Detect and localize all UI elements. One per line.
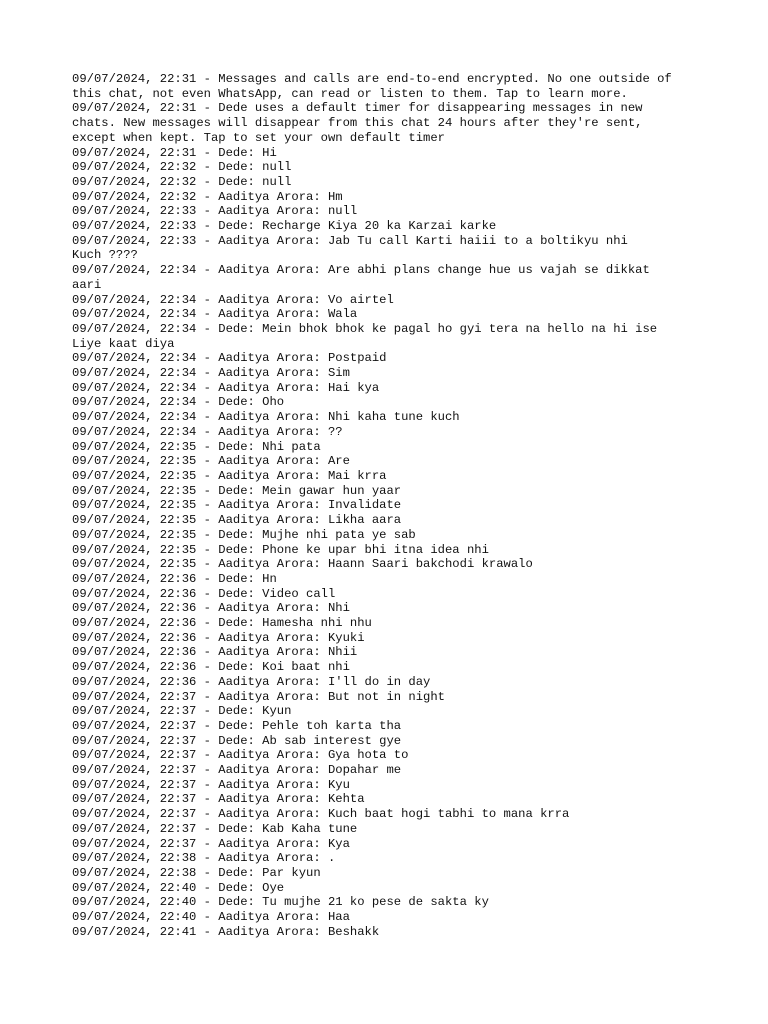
chat-line: 09/07/2024, 22:31 - Dede: Hi bbox=[72, 145, 277, 160]
chat-line: 09/07/2024, 22:40 - Dede: Oye bbox=[72, 880, 285, 895]
chat-line: 09/07/2024, 22:36 - Dede: Hn bbox=[72, 571, 277, 586]
chat-line: 09/07/2024, 22:36 - Dede: Hamesha nhi nhu bbox=[72, 616, 372, 631]
chat-line: 09/07/2024, 22:36 - Dede: Video call bbox=[72, 586, 336, 601]
chat-line: 09/07/2024, 22:37 - Aaditya Arora: Kyu bbox=[72, 777, 350, 792]
chat-line: 09/07/2024, 22:34 - Aaditya Arora: Nhi kaha tune kuch bbox=[72, 410, 460, 425]
chat-line: 09/07/2024, 22:37 - Aaditya Arora: Gya hota to bbox=[72, 748, 409, 763]
chat-line: 09/07/2024, 22:34 - Aaditya Arora: Are abhi plans change hue us vajah se dikkat aari bbox=[72, 263, 650, 292]
chat-line: 09/07/2024, 22:33 - Aaditya Arora: Jab Tu call Karti haiii to a boltikyu nhi Kuch ???? bbox=[72, 233, 628, 263]
chat-line: 09/07/2024, 22:38 - Dede: Par kyun bbox=[72, 865, 321, 880]
chat-line: 09/07/2024, 22:38 - Aaditya Arora: . bbox=[72, 851, 336, 866]
chat-line: 09/07/2024, 22:37 - Dede: Pehle toh karta tha bbox=[72, 718, 402, 733]
chat-line: 09/07/2024, 22:35 - Aaditya Arora: Are bbox=[72, 454, 350, 469]
chat-line: 09/07/2024, 22:32 - Dede: null bbox=[72, 174, 292, 189]
chat-line: 09/07/2024, 22:36 - Aaditya Arora: Nhii bbox=[72, 645, 358, 660]
chat-line: 09/07/2024, 22:32 - Aaditya Arora: Hm bbox=[72, 189, 343, 204]
chat-line: 09/07/2024, 22:31 - Messages and calls are end-to-end encrypted. No one outside of this chat, not even WhatsApp, can read or listen to them. Tap to learn more. bbox=[72, 72, 672, 101]
chat-line: 09/07/2024, 22:37 - Aaditya Arora: Kuch baat hogi tabhi to mana krra bbox=[72, 807, 570, 822]
chat-line: 09/07/2024, 22:34 - Aaditya Arora: ?? bbox=[72, 424, 343, 439]
chat-line: 09/07/2024, 22:33 - Aaditya Arora: null bbox=[72, 204, 358, 219]
chat-line: 09/07/2024, 22:37 - Dede: Ab sab interest gye bbox=[72, 733, 402, 748]
chat-line: 09/07/2024, 22:35 - Aaditya Arora: Likha aara bbox=[72, 513, 402, 528]
chat-line: 09/07/2024, 22:33 - Dede: Recharge Kiya 20 ka Karzai karke bbox=[72, 219, 497, 234]
chat-line: 09/07/2024, 22:34 - Dede: Oho bbox=[72, 395, 285, 410]
chat-line: 09/07/2024, 22:32 - Dede: null bbox=[72, 160, 292, 175]
chat-line: 09/07/2024, 22:34 - Dede: Mein bhok bhok ke pagal ho gyi tera na hello na hi ise Liye kaat diya bbox=[72, 321, 658, 351]
chat-line: 09/07/2024, 22:35 - Dede: Mujhe nhi pata ye sab bbox=[72, 527, 416, 542]
chat-line: 09/07/2024, 22:36 - Aaditya Arora: Kyuki bbox=[72, 630, 365, 645]
chat-line: 09/07/2024, 22:37 - Aaditya Arora: Kehta bbox=[72, 792, 365, 807]
chat-line: 09/07/2024, 22:34 - Aaditya Arora: Hai kya bbox=[72, 380, 380, 395]
chat-line: 09/07/2024, 22:34 - Aaditya Arora: Wala bbox=[72, 307, 358, 322]
chat-line: 09/07/2024, 22:34 - Aaditya Arora: Sim bbox=[72, 366, 350, 381]
chat-line: 09/07/2024, 22:40 - Dede: Tu mujhe 21 ko pese de sakta ky bbox=[72, 895, 489, 910]
chat-line: 09/07/2024, 22:35 - Dede: Nhi pata bbox=[72, 439, 321, 454]
chat-transcript bbox=[72, 72, 702, 939]
chat-line: 09/07/2024, 22:35 - Dede: Phone ke upar bhi itna idea nhi bbox=[72, 542, 489, 557]
chat-line: 09/07/2024, 22:36 - Aaditya Arora: Nhi bbox=[72, 601, 350, 616]
chat-line: 09/07/2024, 22:34 - Aaditya Arora: Vo airtel bbox=[72, 292, 394, 307]
chat-line: 09/07/2024, 22:35 - Aaditya Arora: Mai krra bbox=[72, 468, 387, 483]
chat-line: 09/07/2024, 22:37 - Dede: Kyun bbox=[72, 704, 292, 719]
chat-line: 09/07/2024, 22:41 - Aaditya Arora: Beshakk bbox=[72, 924, 380, 939]
chat-line: 09/07/2024, 22:31 - Dede uses a default timer for disappearing messages in new chats. New messages will disappear from this chat 24 hours after they're sent, except when kept. Tap to set your own default timer bbox=[72, 101, 643, 145]
chat-line: 09/07/2024, 22:37 - Aaditya Arora: But not in night bbox=[72, 689, 445, 704]
chat-line: 09/07/2024, 22:40 - Aaditya Arora: Haa bbox=[72, 910, 350, 925]
chat-line: 09/07/2024, 22:37 - Aaditya Arora: Dopahar me bbox=[72, 763, 402, 778]
chat-line: 09/07/2024, 22:36 - Dede: Koi baat nhi bbox=[72, 660, 350, 675]
chat-line: 09/07/2024, 22:37 - Aaditya Arora: Kya bbox=[72, 836, 350, 851]
chat-line: 09/07/2024, 22:36 - Aaditya Arora: I'll do in day bbox=[72, 674, 431, 689]
chat-line: 09/07/2024, 22:35 - Dede: Mein gawar hun yaar bbox=[72, 483, 402, 498]
chat-line: 09/07/2024, 22:37 - Dede: Kab Kaha tune bbox=[72, 821, 358, 836]
chat-line: 09/07/2024, 22:35 - Aaditya Arora: Invalidate bbox=[72, 498, 402, 513]
chat-line: 09/07/2024, 22:35 - Aaditya Arora: Haann Saari bakchodi krawalo bbox=[72, 557, 533, 572]
chat-line: 09/07/2024, 22:34 - Aaditya Arora: Postpaid bbox=[72, 351, 387, 366]
